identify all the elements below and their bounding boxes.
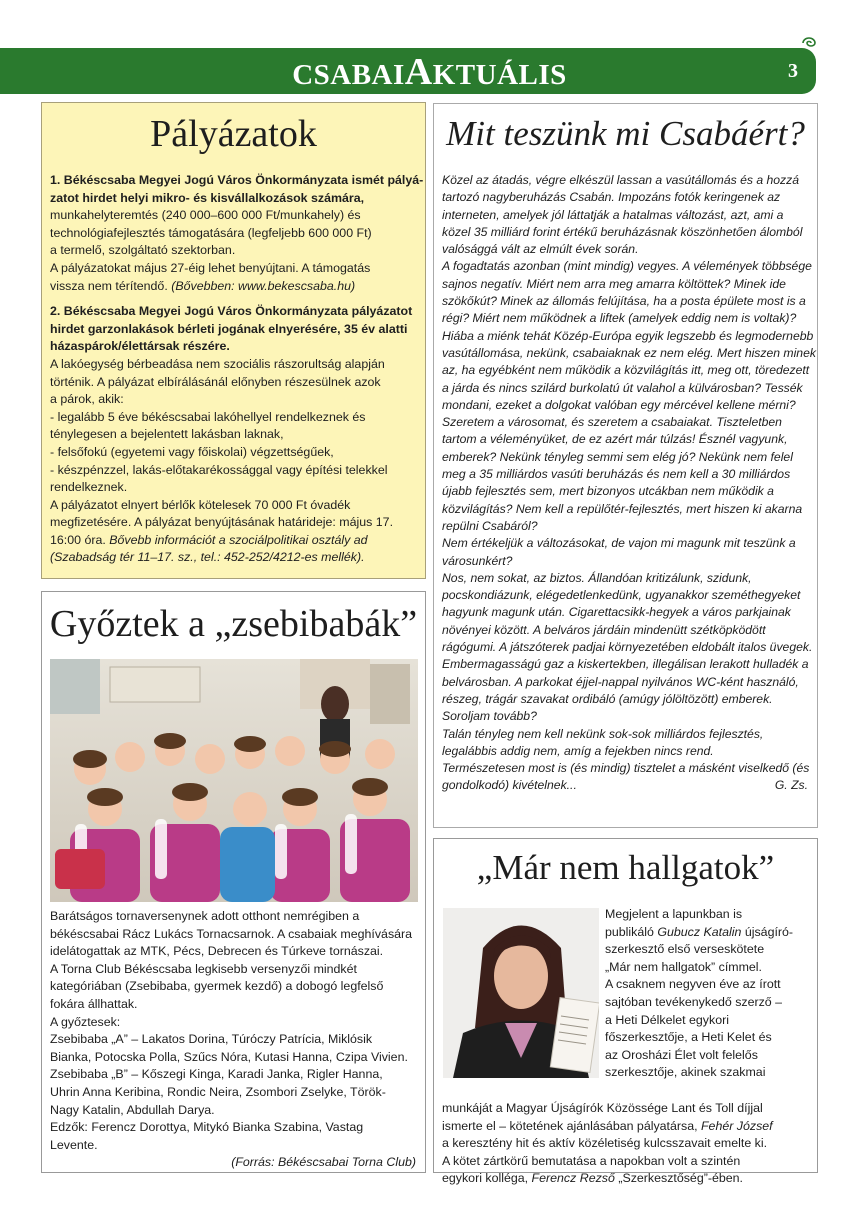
mit-teszunk-line: Hiába a miénk tehát Közép-Európa egyik legszebb és legmodernebb — [442, 328, 814, 343]
gyoztek-line: Barátságos tornaversenynek adott otthont nemrégiben a — [50, 909, 360, 923]
palyazatok-line: a termelő, szolgáltató szektorban. — [50, 243, 236, 258]
mit-teszunk-line: hagyunk magunk után. Cigarettacsikk-hegyek a város parkjainak — [442, 605, 791, 620]
mit-teszunk-line: közel 35 milliárd forint értékű beruházásnak köszönhetően álomból — [442, 224, 803, 239]
gyoztek-heading: Győztek a „zsebibabák” — [49, 603, 418, 645]
gyoztek-line: Uhrin Anna Keribina, Rondic Neira, Zsombori Zselyke, Török- — [50, 1084, 386, 1099]
mit-teszunk-line: pocskondiázunk, elégedetlenkedünk, ugyanakkor szeméthegyeket — [442, 588, 801, 603]
mit-teszunk-line: Soroljam tovább? — [442, 709, 537, 724]
mit-teszunk-line: vasútállomása, nekünk, csabaiaknak ez nem elég. Mert hiszen minek — [442, 345, 816, 360]
mar-nem-line: publikáló Gubucz Katalin újságíró- — [605, 924, 794, 939]
swirl-icon — [800, 36, 818, 50]
title-part-1: CSABAI — [292, 59, 405, 91]
mit-teszunk-line: Nos, nem sokat, az biztos. Állandóan kritizálunk, szidunk, — [442, 570, 752, 585]
palyazatok-line: történik. A pályázat elbírálásánál előnyben részesülnek azok — [50, 374, 381, 389]
mit-teszunk-line: városunkért? — [442, 553, 513, 568]
mit-teszunk-line: a járda és nincs szilárd burkolatú út valahol a külvárosban? Tessék — [442, 380, 803, 395]
mit-teszunk-line: régi? Miért nem működnek a liftek (amelyek eddig nem is voltak)? — [442, 311, 797, 326]
palyazatok-line: ténylegesen a bejelentett lakásban laknak, — [50, 427, 284, 442]
mit-teszunk-line: tartom a véleményüket, de ez azért már túlzás! Észnél vagyunk, — [442, 432, 788, 447]
mit-teszunk-line: Embermagasságú gaz a kiskertekben, illegálisan lerakott hulladék a — [442, 657, 809, 672]
mit-teszunk-last-line: gondolkodó) kivételnek... G. Zs. — [442, 777, 808, 794]
palyazatok-line: technológiafejlesztés támogatására (legfeljebb 600 000 Ft) — [50, 225, 372, 240]
palyazatok-line: - készpénzzel, lakás-előtakarékossággal vagy építési telekkel — [50, 462, 388, 477]
palyazatok-body — [50, 172, 423, 567]
mar-nem-body-bottom — [442, 1100, 773, 1188]
palyazatok-line: A pályázatokat május 27-éig lehet benyújtani. A támogatás — [50, 260, 371, 275]
palyazatok-heading: Pályázatok — [150, 113, 317, 155]
gyoztek-line: Bianka, Potocska Polla, Szűcs Nóra, Kutasi Hanna, Czipa Vivien. — [50, 1049, 408, 1064]
mit-teszunk-line: mondani, ezeket a dolgokat valóban egy mércével kellene mérni? — [442, 397, 796, 412]
palyazatok-line: házaspárok/élettársak részére. — [50, 339, 230, 354]
mit-teszunk-line: Közel az átadás, végre elkészül lassan a vasútállomás és a hozzá — [442, 173, 800, 187]
mit-teszunk-line: növényei között. A belváros járdáin mindenütt szétköpködött — [442, 622, 766, 637]
palyazatok-line: zatot hirdet helyi mikro- és kisvállalkozások számára, — [50, 190, 365, 205]
mit-teszunk-line: az, ha egyébként nem működik a közvilágítás itt, meg ott, töredezett — [442, 363, 810, 378]
mar-nem-heading: „Már nem hallgatok” — [476, 848, 775, 887]
mar-nem-line: A kötet zártkörű bemutatása a napokban volt a szintén — [442, 1153, 741, 1168]
mar-nem-line: „Már nem hallgatok” címmel. — [605, 959, 762, 974]
mar-nem-line: főszerkesztője, a Heti Kelet és — [605, 1030, 772, 1045]
mit-teszunk-line: interneten, amelyek jól láttatják a hatalmas változást, azt, ami a — [442, 207, 784, 222]
mit-teszunk-body — [442, 172, 816, 795]
palyazatok-line: hirdet garzonlakások bérleti jogának elnyerésére, 35 év alatti — [50, 321, 408, 336]
mit-teszunk-line: Szeretem a városomat, és szeretem a csabaiakat. Tiszteletben — [442, 415, 782, 430]
title-big-letter: A — [404, 51, 433, 93]
gyoztek-line: kategóriában (Zsebibaba, gyermek kezdő) a dobogó legfelső — [50, 979, 384, 994]
author-signature: G. Zs. — [774, 778, 808, 793]
gyoztek-line: Edzők: Ferencz Dorottya, Mitykó Bianka Szabina, Vastag — [50, 1120, 364, 1135]
mit-teszunk-line: rágógumi. A játszóterek padjai környezetében eldobált italos üvegek. — [442, 640, 813, 655]
title-part-2: KTUÁLIS — [432, 59, 567, 91]
palyazatok-line: rendelkeznek. — [50, 480, 128, 495]
mit-teszunk-line: részeg, trágár szavakat ordibáló (amúgy jólöltözött) emberek. — [442, 691, 773, 706]
gyoztek-line: fokára állhattak. — [50, 996, 138, 1011]
gyoztek-line: A Torna Club Békéscsaba legkisebb versenyzői mindkét — [50, 961, 357, 976]
mar-nem-line: a Heti Délkelet egykori — [605, 1012, 729, 1027]
mar-nem-line: egykori kolléga, Ferencz Rezső „Szerkesztőség”-ében. — [442, 1171, 743, 1186]
mit-teszunk-line: valósággá vált az elmúlt évek során. — [442, 242, 639, 257]
gyoztek-line: A győztesek: — [50, 1014, 121, 1029]
mar-nem-line: munkáját a Magyar Újságírók Közössége Lant és Toll díjjal — [442, 1101, 763, 1115]
mar-nem-line: Megjelent a lapunkban is — [605, 907, 743, 921]
mit-teszunk-line: sajnos negatív. Miért nem arra meg amarra költöttek? Minek ide — [442, 276, 786, 291]
publication-title — [0, 50, 859, 94]
mar-nem-line: a keresztény hit és aktív közéletiség kulcsszavait emelte ki. — [442, 1136, 768, 1151]
palyazatok-line: A lakóegység bérbeadása nem szociális rászorultság alapján — [50, 356, 385, 371]
mit-teszunk-line: közvilágítás? Nem kell a repülőtér-fejlesztés, mert hiszen ki akarna — [442, 501, 803, 516]
gyoztek-body — [50, 908, 416, 1172]
palyazatok-line: (Szabadság tér 11–17. sz., tel.: 452-252/4212-es mellék). — [50, 550, 365, 565]
mit-teszunk-line: újabb fejlesztés sem, mert bizonyos utcákban nem működik a — [442, 484, 774, 499]
mit-teszunk-line: szökőkút? Minek az állomás felújítása, ha a posta épülete most is a — [442, 294, 806, 309]
mit-teszunk-line: legalábbis addig nem, amíg a fejekben nincs rend. — [442, 743, 714, 758]
source-credit: (Forrás: Békéscsabai Torna Club) — [231, 1155, 416, 1170]
mar-nem-body-top — [605, 906, 793, 1082]
mit-teszunk-line: tartozó nagyberuházás Csabán. Impozáns fotók keringenek az — [442, 190, 781, 205]
mar-nem-line: szerkesztője, akinek szakmai — [605, 1065, 766, 1080]
gyoztek-source-line — [50, 1154, 416, 1172]
mit-teszunk-line: Nem értékeljük a változásokat, de vajon mi magunk mit teszünk a — [442, 536, 796, 551]
palyazatok-line: 1. Békéscsaba Megyei Jogú Város Önkormányzata ismét pályá- — [50, 173, 424, 187]
mit-teszunk-line: meg a 35 milliárdos vasúti beruházás és nem kell a 30 milliárdos — [442, 467, 791, 482]
gymnasts-photo — [50, 659, 418, 902]
palyazatok-line — [50, 295, 423, 303]
gyoztek-line: Nagy Katalin, Abdullah Darya. — [50, 1102, 215, 1117]
mit-teszunk-line: belvárosban. A parkokat éjjel-nappal nyilvános WC-ként használó, — [442, 674, 799, 689]
mit-teszunk-heading: Mit teszünk mi Csabáért? — [446, 114, 805, 153]
palyazatok-line: 2. Békéscsaba Megyei Jogú Város Önkormányzata pályázatot — [50, 304, 413, 319]
palyazatok-line: megfizetésére. A pályázat benyújtásának határideje: május 17. — [50, 515, 394, 530]
mit-teszunk-line: emberek? Nekünk tényleg semmi sem elég jó? Nekünk nem felel — [442, 449, 793, 464]
mar-nem-line: az Orosházi Élet volt felelős — [605, 1047, 758, 1062]
gyoztek-line: Zsebibaba „A” – Lakatos Dorina, Túróczy Patrícia, Miklósik — [50, 1032, 373, 1047]
gyoztek-line: Levente. — [50, 1137, 98, 1152]
palyazatok-line: vissza nem térítendő. (Bővebben: www.bekescsaba.hu) — [50, 278, 356, 293]
mar-nem-line: szerkesztő első verseskötete — [605, 942, 765, 957]
mit-teszunk-line: Talán tényleg nem kell nekünk sok-sok milliárdos fejlesztés, — [442, 726, 764, 741]
mar-nem-line: A csaknem negyven éve az írott — [605, 977, 781, 992]
mit-teszunk-line: Természetesen most is (és mindig) tisztelet a másként viselkedő (és — [442, 761, 810, 776]
palyazatok-line: 16:00 óra. Bővebb információt a szociálpolitikai osztály ad — [50, 532, 368, 547]
page-number: 3 — [788, 60, 798, 82]
mar-nem-line: sajtóban tevékenykedő szerző – — [605, 994, 783, 1009]
gyoztek-line: békéscsabai Rácz Lukács Tornacsarnok. A csabaiak meghívására — [50, 926, 413, 941]
palyazatok-line: - legalább 5 éve békéscsabai lakóhellyel rendelkeznek és — [50, 409, 366, 424]
palyazatok-line: - felsőfokú (egyetemi vagy főiskolai) végzettségűek, — [50, 444, 334, 459]
mit-teszunk-line: A fogadtatás azonban (mint mindig) vegyes. A vélemények többsége — [442, 259, 812, 274]
gyoztek-line: Zsebibaba „B” – Kőszegi Kinga, Karadi Janka, Rigler Hanna, — [50, 1067, 383, 1082]
palyazatok-line: A pályázatot elnyert bérlők kötelesek 70 000 Ft óvadék — [50, 497, 351, 512]
palyazatok-line: a párok, akik: — [50, 392, 124, 407]
palyazatok-line: munkahelyteremtés (240 000–600 000 Ft/munkahely) és — [50, 208, 361, 223]
mar-nem-line: ismerte el – kötetének ajánlásában pályatársa, Fehér József — [442, 1118, 773, 1133]
author-portrait-photo — [443, 908, 599, 1078]
gyoztek-line: idelátogattak az MTK, Pécs, Debrecen és Túrkeve tornászai. — [50, 944, 384, 959]
mit-teszunk-line: repülni Csabáról? — [442, 518, 538, 533]
